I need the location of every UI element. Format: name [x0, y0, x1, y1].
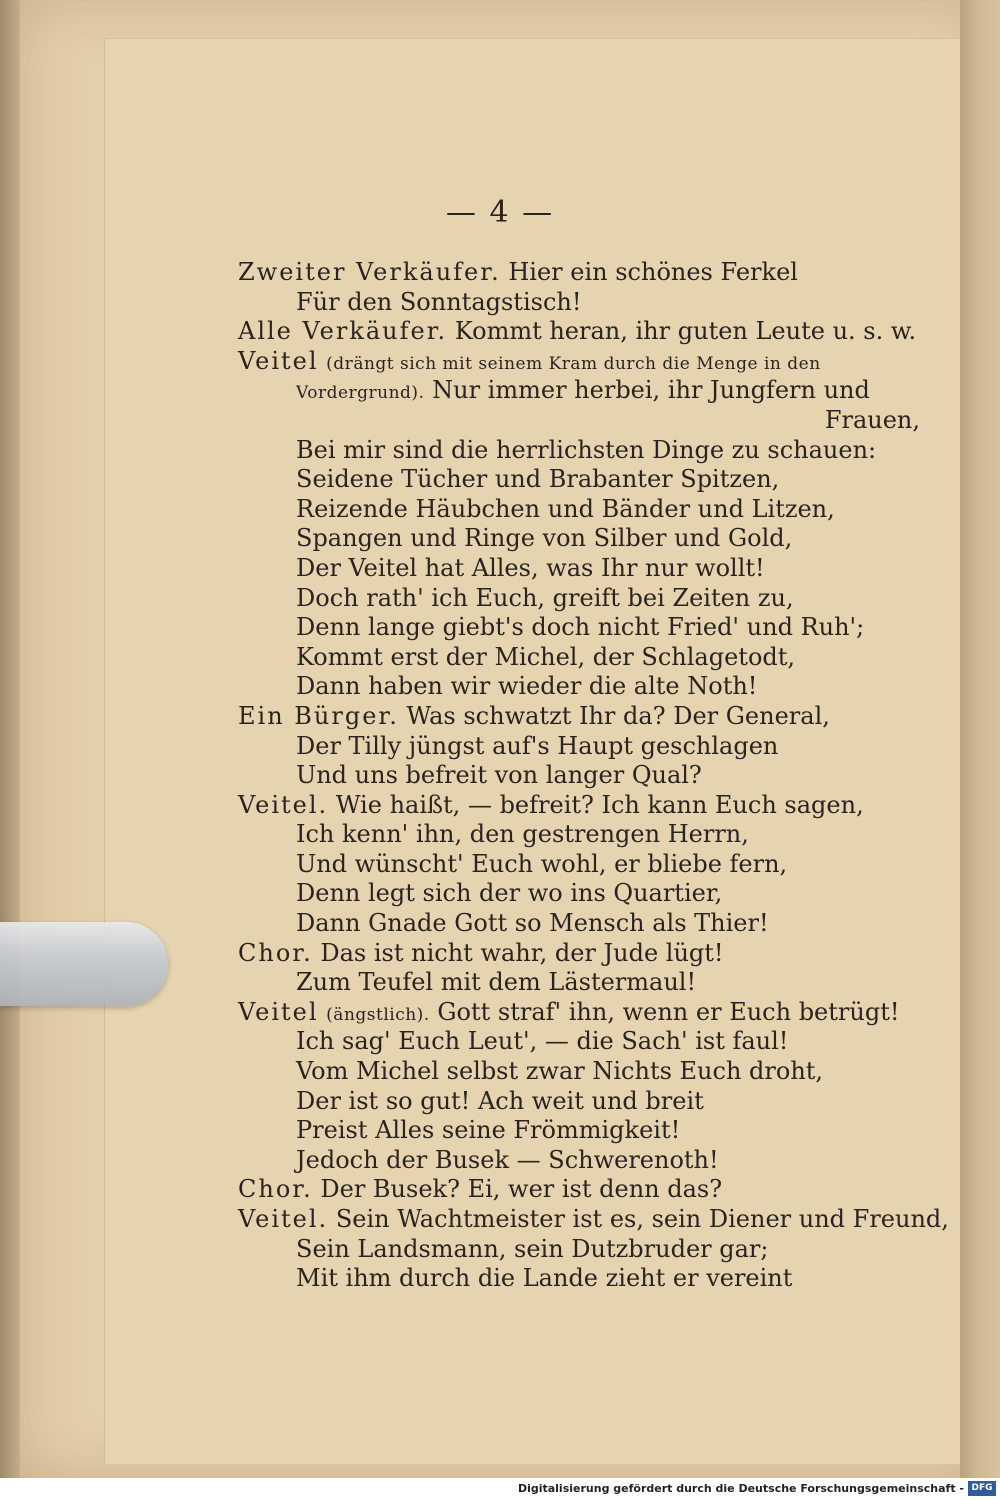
text-line — [238, 317, 938, 347]
verse-text: Kommt heran, ihr guten Leute u. s. w. — [454, 317, 917, 346]
speaker-name: Veitel. — [238, 790, 329, 819]
text-line — [238, 1087, 938, 1117]
dfg-logo: DFG — [968, 1481, 996, 1496]
text-line — [238, 613, 938, 643]
verse-text: Dann Gnade Gott so Mensch als Thier! — [296, 909, 769, 938]
verse-text: Reizende Häubchen und Bänder und Litzen, — [296, 494, 835, 523]
speaker-name: Chor. — [238, 938, 313, 967]
verse-text: Kommt erst der Michel, der Schlagetodt, — [296, 642, 796, 671]
text-line — [238, 1057, 938, 1087]
text-line — [238, 258, 938, 288]
verse-text: Und uns befreit von langer Qual? — [296, 761, 702, 790]
page-number: — 4 — — [445, 195, 555, 230]
text-line — [238, 998, 938, 1028]
verse-text: Und wünscht' Euch wohl, er bliebe fern, — [296, 849, 788, 878]
speaker-name: Ein Bürger. — [238, 701, 399, 730]
verse-text: Ich sag' Euch Leut', — die Sach' ist faul! — [296, 1027, 789, 1056]
verse-text: Der ist so gut! Ach weit und breit — [296, 1086, 704, 1115]
speaker-name: Alle Verkäufer. — [238, 317, 448, 346]
verse-text: Mit ihm durch die Lande zieht er vereint — [296, 1264, 793, 1293]
text-line — [238, 288, 938, 318]
text-line — [238, 465, 938, 495]
text-line — [238, 1116, 938, 1146]
text-line — [238, 672, 938, 702]
text-line — [238, 909, 938, 939]
text-line — [238, 406, 938, 436]
verse-text: Der Veitel hat Alles, was Ihr nur wollt! — [296, 553, 765, 582]
text-line — [238, 820, 938, 850]
text-line — [238, 850, 938, 880]
verse-text: Was schwatzt Ihr da? Der General, — [406, 701, 830, 730]
text-line — [238, 1146, 938, 1176]
text-line — [238, 1205, 949, 1235]
verse-text: Zum Teufel mit dem Lästermaul! — [296, 968, 697, 997]
stage-direction: (drängt sich mit seinem Kram durch die Menge in den — [326, 353, 821, 374]
verse-text: Vom Michel selbst zwar Nichts Euch droht, — [296, 1057, 824, 1086]
verse-text: Jedoch der Busek — Schwerenoth! — [296, 1145, 719, 1174]
verse-text: Das ist nicht wahr, der Jude lügt! — [320, 938, 724, 967]
text-line — [238, 495, 938, 525]
text-line — [238, 554, 938, 584]
speaker-name: Veitel — [238, 997, 319, 1026]
verse-text: Frauen, — [824, 405, 920, 434]
text-line — [238, 939, 938, 969]
verse-text: Hier ein schönes Ferkel — [508, 258, 798, 286]
verse-text: Der Busek? Ei, wer ist denn das? — [320, 1175, 723, 1204]
text-line — [238, 761, 938, 791]
verse-text: Nur immer herbei, ihr Jungfern und — [432, 376, 870, 405]
speaker-name: Chor. — [238, 1175, 313, 1204]
speaker-name: Zweiter Verkäufer. — [238, 258, 501, 286]
verse-text: Doch rath' ich Euch, greift bei Zeiten zu, — [296, 583, 794, 612]
verse-text: Spangen und Ringe von Silber und Gold, — [296, 524, 793, 553]
verse-text: Bei mir sind die herrlichsten Dinge zu schauen: — [296, 435, 877, 464]
text-line — [238, 347, 938, 377]
text-line — [238, 376, 938, 406]
verse-text: Seidene Tücher und Brabanter Spitzen, — [296, 465, 780, 494]
text-line — [238, 702, 938, 732]
stage-direction: Vordergrund). — [296, 383, 425, 404]
verse-text: Für den Sonntagstisch! — [296, 287, 582, 316]
scan-clip-artifact — [0, 922, 168, 1006]
text-line — [238, 524, 938, 554]
verse-text-block — [238, 258, 949, 1294]
text-line — [238, 1175, 938, 1205]
text-line — [238, 436, 938, 466]
text-line — [238, 584, 938, 614]
text-line — [238, 879, 938, 909]
speaker-name: Veitel. — [238, 1205, 329, 1233]
stage-direction: (ängstlich). — [326, 1004, 430, 1025]
verse-text: Preist Alles seine Frömmigkeit! — [296, 1116, 681, 1145]
verse-text: Dann haben wir wieder die alte Noth! — [296, 672, 758, 701]
footer-credit: Digitalisierung gefördert durch die Deutsche Forschungsgemeinschaft - — [517, 1482, 964, 1495]
speaker-name: Veitel — [238, 346, 319, 375]
text-line — [238, 1264, 938, 1294]
text-line — [238, 791, 938, 821]
text-line — [238, 643, 938, 673]
verse-text: Denn lange giebt's doch nicht Fried' und Ruh'; — [296, 613, 865, 642]
verse-text: Sein Landsmann, sein Dutzbruder gar; — [296, 1234, 769, 1263]
text-line — [238, 968, 938, 998]
verse-text: Denn legt sich der wo ins Quartier, — [296, 879, 723, 908]
verse-text: Wie haißt, — befreit? Ich kann Euch sagen, — [335, 790, 864, 819]
text-line — [238, 732, 938, 762]
text-line — [238, 1027, 938, 1057]
verse-text: Gott straf' ihn, wenn er Euch betrügt! — [437, 997, 900, 1026]
text-line — [238, 1235, 938, 1265]
verse-text: Ich kenn' ihn, den gestrengen Herrn, — [296, 820, 749, 849]
verse-text: Der Tilly jüngst auf's Haupt geschlagen — [296, 731, 779, 760]
verse-text: Sein Wachtmeister ist es, sein Diener und Freund, — [335, 1205, 949, 1233]
